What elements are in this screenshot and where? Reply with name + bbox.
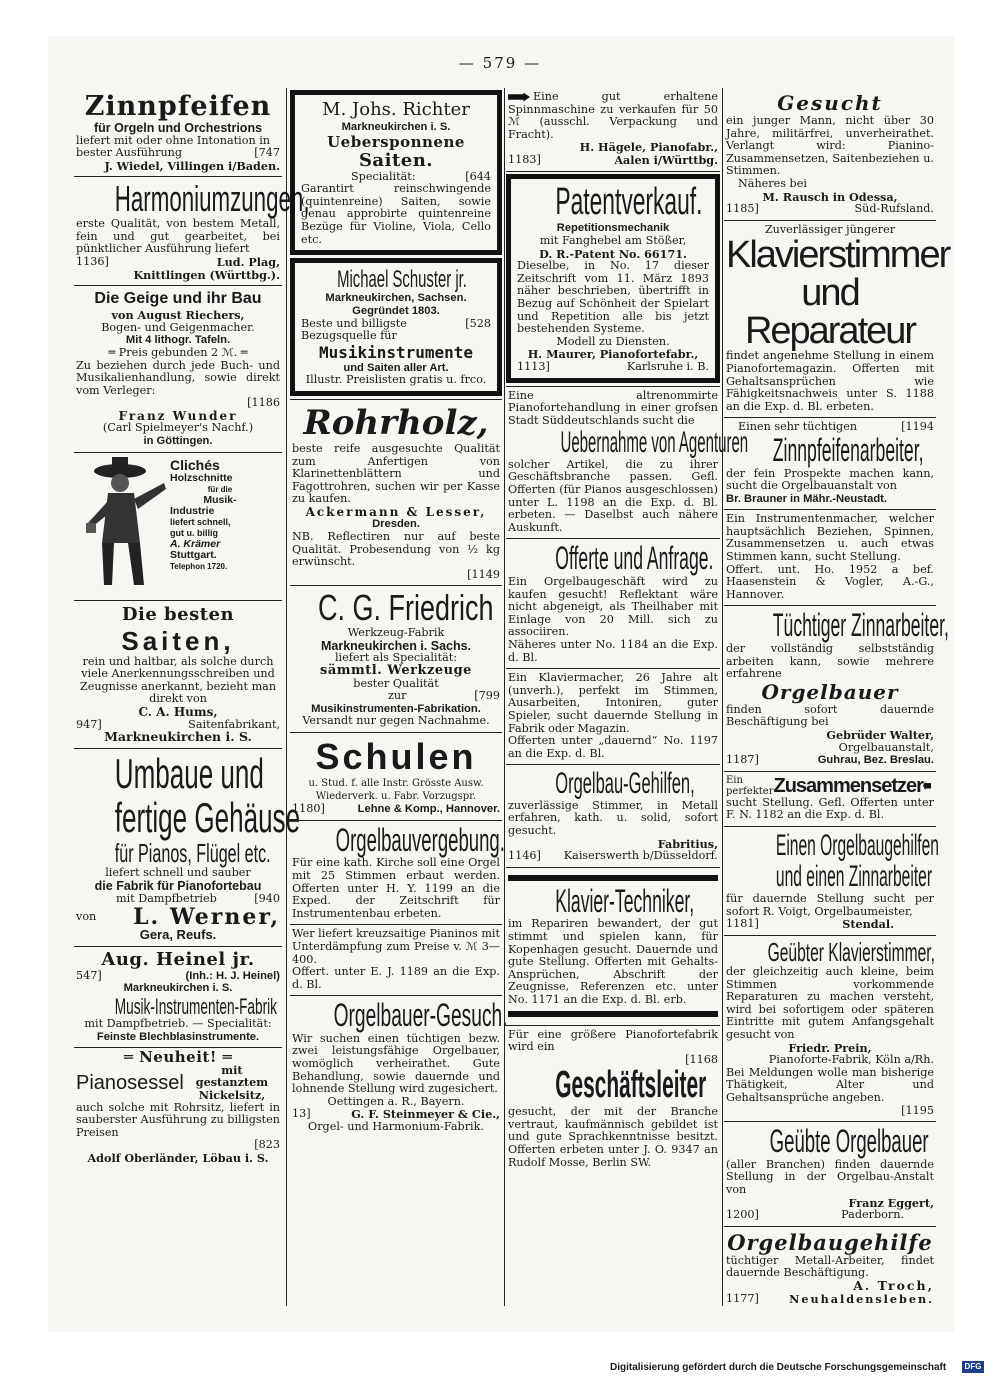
ad-umbaue [74,749,301,947]
ad-title: Einen Orgelbaugehilfen [775,828,939,862]
ad-title: Die besten [121,603,235,625]
ad-signature: J. Wiedel, Villingen i/Baden. [104,158,280,173]
column-4 [724,88,950,1306]
ad-title: Gesucht [777,91,883,115]
ad-text: (Carl Spielmeyer's Nachf.) [102,421,254,435]
ad-code: 1200] [726,1208,759,1222]
ad-text: Markneukirchen, Sachsen. [325,292,467,305]
ad-title: Klavierstimmer und Reparateur [726,234,950,353]
ad-title: Orgelbauer [761,679,899,704]
ad-signature: A. Troch, [853,1277,934,1293]
ad-text: Dresden. [372,518,420,531]
ad-code: 1180] [292,802,325,816]
ad-text: Bei Meldungen wolle man bisherige Thätigkeit, Alter und Gehaltsansprüche angeben. [726,1065,934,1104]
ad-text: tüchtiger Metall-Arbeiter, findet dauernde Beschäftigung. [726,1253,934,1280]
ad-signature: Lud. Plag, [216,254,280,269]
ad-text: Ein Instrumentenmacher, welcher hauptsächlich Beziehen, Spinnen, Zusammensetzen u. auch etwas Stimmen kann, sucht Stellung. [726,512,934,564]
ad-text: Für eine kath. Kirche soll eine Orgel mit 25 Stimmen erbaut werden. Offerten unter H. Y. 1199 an die Exped. der Zeitschrift für Instrumentenbau erbeten. [292,856,500,920]
ad-code: [940 [254,891,280,905]
ad-text: auch solche mit Rohrsitz, liefert in sauberster Ausführung zu billigsten Preisen [76,1100,280,1139]
ad-text: der vollständig selbstständig arbeiten kann, sowie mehrere erfahrene [726,642,934,681]
ad-text: Specialität: [351,169,416,183]
ad-text: Für eine größere Pianofortefabrik wird ein [508,1027,718,1054]
ad-text: (Inh.: H. J. Heinel) [185,969,280,982]
ad-title: Musik-Instrumenten-Fabrik [114,993,277,1019]
ad-title: Zinnpfeifenarbeiter, [772,431,924,468]
ad-signature: H. Maurer, Pianofortefabr., [527,347,699,362]
ad-code: 1187] [726,753,759,767]
ad-title: für Pianos, Flügel etc. [114,838,271,869]
ad-text: Zuverlässiger jüngerer [764,222,896,236]
ad-code: [644 [465,169,491,183]
ad-text: liefert mit oder ohne Intonation in [76,133,271,147]
ad-klavier-techniker [506,868,720,1026]
ad-title: Harmoniumzungen, [114,178,310,220]
ad-pianosessel [74,1048,282,1168]
ad-code: 1181] [726,917,759,931]
ad-text: Offert. unt. Ho. 1952 a bef. Haasenstein & Vogler, A.-G., Hannover. [726,562,934,601]
ad-orgelbauvergebung [290,821,505,926]
ad-signature: Markneukirchen i. S. [104,729,252,745]
ad-text: Ein [726,774,743,786]
ad-text: (aller Branchen) finden dauernde Stellung in der Orgelbau-Anstalt von [726,1157,934,1196]
ad-text: Paderborn. [841,1208,904,1222]
ad-text: Karlsruhe i. B. [626,359,709,373]
column-rule [286,88,287,1306]
ad-signature: M. Rausch in Odessa, [762,189,898,204]
ad-schuster [290,258,502,396]
ad-text: rein und haltbar, als solche durch viele Anerkennungsschreiben und Zeugnisse anerkannt, bezieht man direkt von [79,654,277,706]
ad-text: Illustr. Preislisten gratis u. frco. [305,373,487,387]
ad-klaviermacher [506,669,720,765]
ad-text: zur [388,689,407,703]
ad-text: perfekter [726,785,774,797]
ad-text: Zu beziehen durch jede Buch- und Musikalienhandlung, sowie direkt vom Verleger: [76,358,280,397]
ad-text: Orgelbauanstalt, [838,740,934,754]
ad-text: finden sofort dauernde Beschäftigung bei [726,702,934,729]
ad-zinnarbeiter [724,606,949,771]
ad-title: Geübter Klavierstimmer, [767,936,935,967]
ad-signature: Aalen i/Württbg. [614,152,718,167]
ad-text: der fein Prospekte machen kann, sucht die Orgelbauanstalt von [726,466,934,493]
ad-code: [1149 [467,567,500,581]
ad-signature: Br. Brauner in Mähr.-Neustadt. [726,492,888,505]
ad-signature: Neuhaldensleben. [789,1291,934,1306]
ad-text: Offerten unter „dauernd“ No. 1197 an die Exp. d. Bl. [508,734,718,760]
ad-title: fertige Gehäuse [114,793,301,841]
ad-geige-bau [74,286,282,453]
ad-text: Beste und billigste Bezugsquelle für [301,316,407,343]
ad-text: Feinste Blechblasinstrumente. [96,1030,260,1043]
ad-title: Patentverkauf. [555,180,703,223]
ad-kreuzsaitige [290,925,502,996]
ad-signature: Franz Wunder [118,408,238,423]
ad-text: Markneukirchen i. S. [341,121,451,133]
ad-patentverkauf [506,174,720,383]
ad-code: [528 [465,316,491,330]
ad-gesucht [724,88,936,221]
ad-signature: G. F. Steinmeyer & Cie., [351,1107,500,1122]
ad-text: beste reife ausgesuchte Qualität zum Anfertigen von Klarinettenblättern und Fagottrohren, suchen wir per Kasse zu kaufen. [292,441,500,506]
ad-text: Eine gut erhaltene Spinnmaschine zu verkaufen für 50 ℳ (ausschl. Verpackung und Fracht). [508,90,718,141]
ad-geschaeftsleiter [506,1026,720,1174]
ad-text: Süd-Rufsland. [854,202,934,216]
ad-code: 1183] [508,152,541,166]
ad-geuebte-orgelbauer [724,1122,936,1227]
ad-title: Umbaue und [114,749,264,797]
ad-harmoniumzungen [74,177,310,286]
ad-text: Repetitionsmechanik [556,222,670,235]
ad-text: Holzschnitte [170,471,233,484]
ad-code: 1185] [726,202,759,216]
ad-code: 1146] [508,849,541,863]
ad-text: in Göttingen. [143,435,213,448]
ad-text: Werkzeug-Fabrik [347,626,445,640]
ad-title: Schulen [315,735,477,777]
ad-text: Einen sehr tüchtigen [738,420,858,434]
ad-schulen [290,733,502,821]
ad-text: die Fabrik für Pianofortebau [94,878,262,893]
ad-text: liefert als Specialität: [334,651,458,665]
ad-text: Versandt nur gegen Nachnahme. [302,714,490,728]
ad-text: Wir suchen einen tüchtigen bezw. zwei leistungsfähige Orgelbauer, womöglich verheirathet. Gute Behandlung, sowie dauernde und lohnende Stellung wird zugesichert. [292,1031,500,1096]
ad-zinnpfeifenarbeiter [724,418,936,510]
ad-richter [290,90,502,255]
ad-text: Modell zu Diensten. [556,334,670,348]
ad-text: Stuttgart. [170,548,217,561]
ad-title: Geschäftsleiter [555,1064,707,1107]
ad-title: Pianosessel [76,1071,184,1094]
ad-code: 547] [76,968,102,982]
ad-code: 1177] [726,1291,759,1305]
ad-title: Orgelbau-Gehilfen, [555,767,695,801]
ad-text: von [76,909,97,923]
ad-title: Rohrholz, [303,402,489,443]
ad-signature: Fabritius, [657,836,718,851]
ad-title: Zusammensetzer [773,774,923,797]
ad-code: 13] [292,1107,311,1121]
ad-text: bester Qualität [353,676,439,690]
pointing-hand-icon [508,93,530,102]
ad-orgelbaugehilfe [724,1227,936,1309]
ad-text: NB. Reflectiren nur auf beste Qualität. Probesendung von ½ kg erwünscht. [292,530,500,569]
ad-text: für dauernde Stellung sucht per sofort R. Voigt, Orgelbaumeister, [726,891,934,918]
ad-signature: Adolf Oberländer, Löbau i. S. [87,1150,269,1165]
ad-text: mit Fanghebel am Stößer, [539,234,687,248]
ad-title: Uebernahme von Agenturen [560,426,749,460]
ad-signature: H. Hägele, Pianofabr., [579,140,718,155]
ad-code: [1186 [247,396,280,410]
ad-text: Wer liefert kreuzsaitige Pianinos mit Unterdämpfung zum Preise v. ℳ 3—400. [292,927,500,966]
ad-text: liefert schnell und sauber [105,866,251,880]
ad-signature: Guhrau, Bez. Breslau. [817,754,934,767]
ad-text: Wiederverk. u. Fabr. Vorzugspr. [315,790,477,802]
ad-title: Aug. Heinel jr. [101,948,255,970]
ad-text: Mit 4 lithogr. Tafeln. [125,334,231,347]
ad-text: gesucht, der mit der Branche vertraut, kaufmännisch gebildet ist und gute Sprachkenntnisse besitzt. Offerten erbeten unter J. O. 9347 an Rudolf Mosse, Berlin SW. [508,1105,718,1169]
ad-code: [1194 [901,420,934,434]
column-2 [290,88,508,1306]
ad-signature: C. A. Hums, [138,705,218,720]
ad-text: sucht Stellung. Gefl. Offerten unter F. N. 1182 an die Exp. d. Bl. [726,795,934,822]
ad-text: Musik- [203,493,237,506]
ad-friedrich [290,586,502,733]
column-rule [722,88,723,1306]
ad-zinnpfeifen [74,88,282,177]
column-rule [504,88,505,1306]
ad-text: im Repariren bewandert, der gut stimmt und spielen kann, für Kopenhagen gesucht. Dauernde und gute Stellung. Offerten mit Gehalts-Ansprüchen, Abschrift der Zeugnisse, Referenzen etc. unter No. 1171 an die Exp. d. Bl. erb. [508,917,718,1006]
ad-title: M. Johs. Richter [322,99,470,120]
ad-title: C. G. Friedrich [318,587,494,629]
ad-heinel [74,947,282,1048]
ad-cliches [74,453,282,601]
ad-text: Markneukirchen i. S. [123,982,233,995]
ad-text: der gleichzeitig auch kleine, beim Stimmen vorkommende Reparaturen zu machen versteht, wird bei sofortigem oder späteren Eintritte mit gutem Anfangsgehalt gesucht von [726,965,934,1042]
ad-title: Saiten, [121,625,235,656]
ad-title: Die Geige und ihr Bau [94,290,262,308]
ad-text: Musikinstrumenten-Fabrikation. [311,702,481,715]
black-rule [508,1011,718,1017]
ad-text: Markneukirchen i. Sachs. [320,638,472,653]
ad-text: Oettingen a. R., Bayern. [327,1094,465,1108]
ad-text: mit Dampfbetrieb [116,891,217,905]
pointing-hand-icon [923,781,931,790]
ad-title: Zinnpfeifen [84,91,272,122]
ad-text: Industrie [170,504,215,517]
ad-title: Offerte und Anfrage. [555,540,714,577]
ad-agenturen [506,386,749,540]
ad-text: D. R.-Patent No. 66171. [539,246,687,261]
ad-signature: Ackermann & Lesser, [305,504,487,519]
ad-text: Pianoforte-Fabrik, Köln a/Rh. [768,1053,934,1067]
ad-text: Näheres unter No. 1184 an die Exp. d. Bl. [508,637,718,664]
ad-text: Offert. unter E. J. 1189 an die Exp. d. Bl. [292,965,500,991]
ad-code: [823 [254,1138,280,1152]
ad-text: A. Krämer [170,537,221,550]
ad-text: Saitenfabrikant, [188,717,280,731]
ad-title: Orgelbauvergebung. [335,821,505,858]
ad-saiten [74,601,282,749]
ad-subtitle: für Orgeln und Orchestrions [93,121,263,135]
ad-spinnmaschine [506,88,720,172]
cliches-sign [170,457,270,572]
ad-text: Eine altrenommirte Pianofortehandlung in einer grofsen Stadt Süddeutschlands sucht die [508,388,718,427]
engraver-figure-illustration [78,453,168,593]
ad-code: 1136] [76,254,109,268]
ad-text: findet angenehme Stellung in einem Pianofortemagazin. Offerten mit Gehaltsansprüchen wie Fähigkeitsnachweis unter S. 1188 an die Exp. d. Bl. erbeten. [726,349,934,413]
ad-title: Musikinstrumente [318,342,474,362]
ad-code: [1195 [901,1103,934,1117]
ad-signature: Lehne & Komp., Hannover. [357,803,500,816]
ad-orgelbauer-gesuch [290,996,508,1137]
ad-text: solcher Artikel, die zu ihrer Geschäftsbranche passen. Gefl. Offerten (für Pianos ausgeschlossen) unter L. 1198 an die Exp. d. Bl. erbeten. — Daselbst auch nähere Auskunft. [508,457,718,534]
dfg-logo-icon: DFG [962,1361,984,1373]
ad-text: Gegründet 1803. [352,304,440,317]
ad-text: Telephon 1720. [170,561,228,571]
ad-signature: Gebrüder Walter, [826,728,934,742]
ad-title: Saiten. [358,149,434,171]
ad-signature: Franz Eggert, [848,1195,934,1210]
ad-code: [799 [474,689,500,703]
ad-title: Clichés [170,456,220,473]
ad-code: [1168 [685,1052,718,1066]
ad-text: ein junger Mann, nicht über 30 Jahre, militärfrei, unverheirathet. Verlangt wird: Pianino-Zusammensetzen, Saitenbeziehen u. Stimmen. [726,114,934,178]
ad-text: sämmtl. Werkzeuge [320,663,472,679]
ad-text: Näheres bei [738,176,807,190]
ad-orgelbaugehilfen [724,827,939,936]
ad-title: Orgelbaugehilfe [727,1229,933,1255]
ad-text: und Saiten aller Art. [343,361,449,374]
ad-text: erste Qualität, von bestem Metall, fein und gut gearbeitet, bei pünktlicher Ausführung liefert [76,217,280,256]
ad-signature: Friedr. Prein, [788,1040,872,1055]
ad-code: 947] [76,717,102,731]
ad-offerte [506,539,720,669]
ad-text: für die [207,484,233,494]
ad-title: Michael Schuster jr. [337,266,467,294]
ad-text: ═ Preis gebunden 2 ℳ. ═ [108,345,248,359]
ad-text: Ein Orgelbaugeschäft wird zu kaufen gesucht! Reflektant wäre nicht abgeneigt, als Theilhaber mit Einlage von 20 Mill. sich zu associiren. [508,575,718,639]
ad-signature: Knittlingen (Württbg.). [133,267,280,282]
ad-text: u. Stud. f. alle Instr. Grösste Ausw. [308,777,484,789]
ad-text: Bogen- und Geigenmacher. [101,320,255,334]
ad-title: Orgelbauer-Gesuch. [333,997,508,1034]
black-rule [508,875,718,881]
ad-text: mit Dampfbetrieb. — Specialität: [84,1016,272,1030]
ad-text: Gera, Reufs. [139,927,217,943]
ad-klavierstimmer [724,221,950,419]
ad-title: Uebersponnene [327,132,465,151]
ad-text: Kaiserswerth b/Düsseldorf. [563,849,718,863]
ad-code: [747 [254,146,280,160]
ad-klavierstimmer-geuebt [724,936,936,1122]
ad-orgelbau-gehilfen [506,765,720,867]
ad-text: zuverlässige Stimmer, in Metall erfahren, kath. u. solid, sofort gesucht. [508,798,718,838]
ad-zusammensetzer [724,772,936,827]
ad-text: Ein Klaviermacher, 26 Jahre alt (unverh.), perfekt im Stimmen, Ausarbeiten, Intoniren, guter Spieler, sucht dauernde Stellung in Fabrik oder Magazin. [508,671,718,735]
ad-title: Tüchtiger Zinnarbeiter, [772,607,949,644]
ad-instrumentenmacher [724,510,936,606]
ad-text: Dieselbe, in No. 17 dieser Zeitschrift vom 11. März 1893 näher beschrieben, übertrifft in Bezug auf Schönheit der Spielart und Repetition alle bis jetzt bestehenden Systeme. [517,259,709,336]
ad-title: und einen Zinnarbeiter [775,860,933,894]
ad-text: mit gestanztem Nickelsitz, [195,1062,269,1102]
ad-text: bester Ausführung [76,146,183,160]
ad-text: Garantirt reinschwingende (quintenreine) Saiten, sowie genau approbirte quintenreine Bezüge für Violine, Viola, Cello etc. [301,182,491,246]
footer-credit: Digitalisierung gefördert durch die Deutsche Forschungsgemeinschaft [610,1362,947,1373]
ad-text: Stendal. [842,917,894,932]
ad-signature: L. Werner, [133,904,280,931]
ad-title: Klavier-Techniker, [555,882,695,919]
ad-text: von August Riechers, [111,308,245,323]
ad-text: gut u. billig [170,527,218,538]
ad-code: 1113] [517,359,550,373]
ad-text: Orgel- und Harmonium-Fabrik. [308,1120,484,1134]
ad-title: Geübte Orgelbauer [769,1123,929,1160]
page-number: — 579 — [458,54,542,72]
ad-rohrholz [290,399,502,587]
ad-text: liefert schnell, [170,516,231,527]
ad-title: ═ Neuheit! ═ [123,1048,233,1067]
